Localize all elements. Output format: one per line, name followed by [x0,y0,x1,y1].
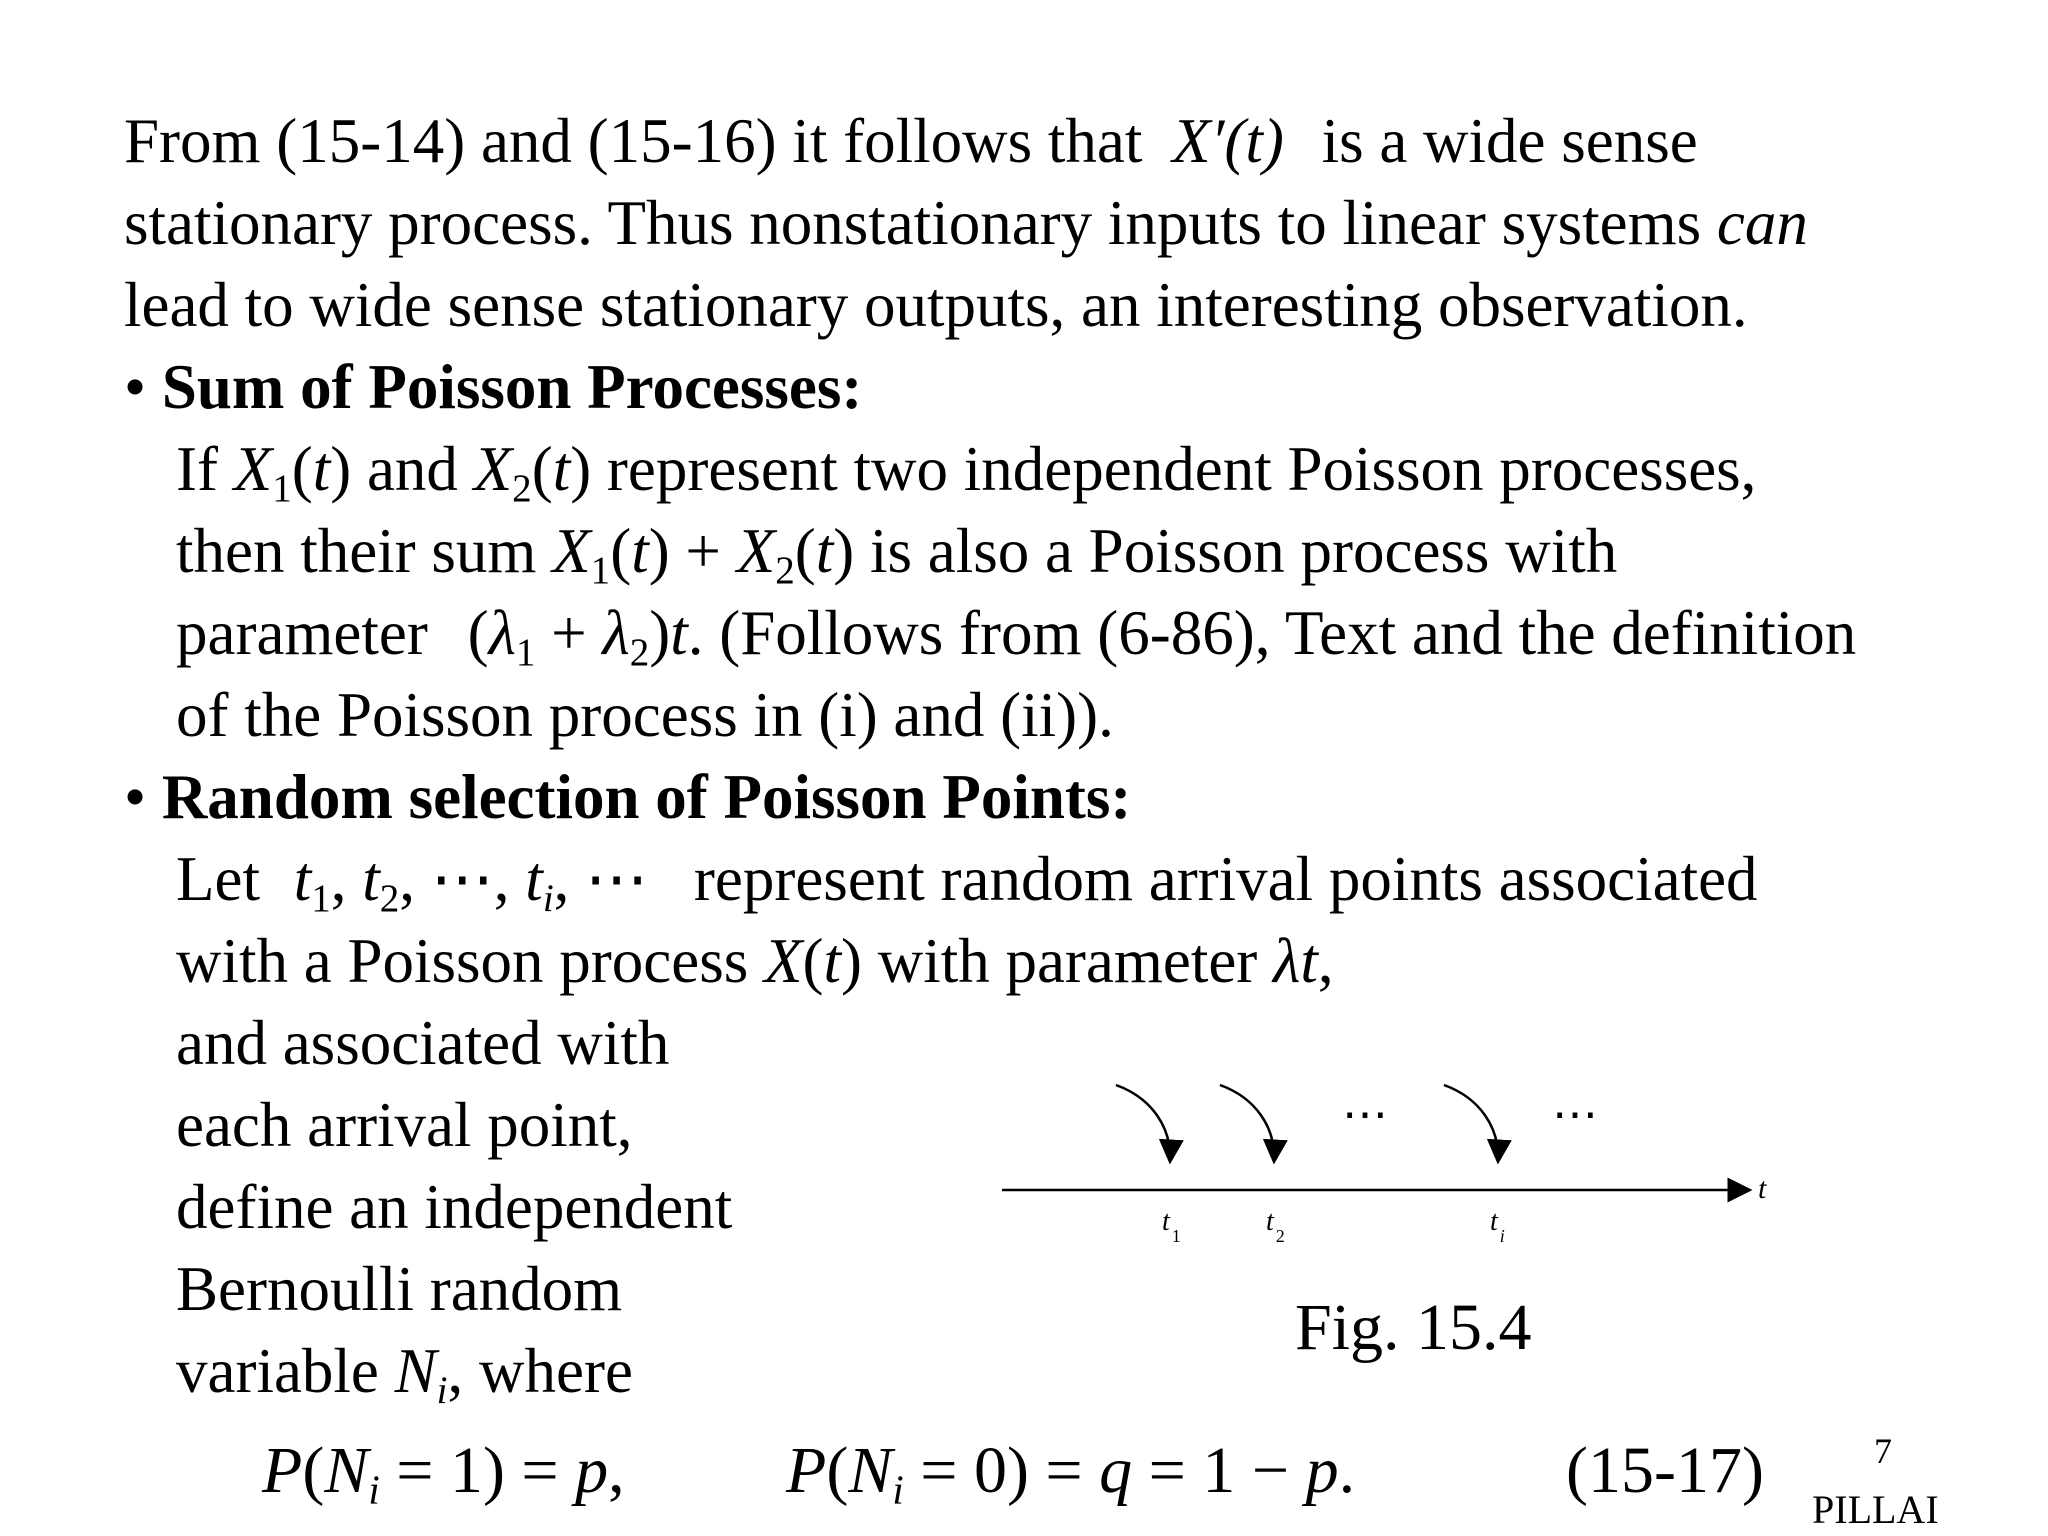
point-label-t2: t $_2$ [1266,1206,1285,1246]
bullet2-line1: Let $t_1$, $t_2$, ⋯, $t_i$, ⋯ represent random arrival points associated [176,844,1758,920]
bullet1-line4: of the Poisson process in (i) and (ii)). [176,680,1114,750]
bullet2-line3: and associated with [176,1008,670,1078]
author-label: PILLAI [1812,1487,1939,1532]
bullet-marker: • [124,352,147,422]
point-label-ti: t $_i$ [1490,1206,1505,1246]
para1-line2: stationary process. Thus nonstationary inputs to linear systems can [124,188,1808,258]
bullet1-line1: If $X_1(t)$ and $X_2(t)$ represent two independent Poisson processes, [176,434,1757,510]
math-lambda-sum: $(\lambda_1 + \lambda_2)t$. [467,598,704,674]
equation-15-17-part2: $P(N_i = 0) = q = 1 - p$. [786,1434,1356,1513]
bullet2-line5: define an independent [176,1172,733,1242]
arrival-arrow-i [1444,1085,1498,1162]
para1-line3: lead to wide sense stationary outputs, an interesting observation. [124,270,1748,340]
bullet2-line7: variable $N_i$, where [176,1336,633,1412]
math-arrival-points: $t_1$, $t_2$, ⋯, $t_i$, ⋯ [293,844,649,920]
bullet2-line4: each arrival point, [176,1090,633,1160]
figure-caption: Fig. 15.4 [1295,1291,1532,1364]
math-lambda-t: λt [1273,926,1318,996]
bullet2-line2: with a Poisson process X(t) with parameter λt, [176,926,1334,996]
point-label-t1: t $_1$ [1162,1206,1181,1246]
bullet2-heading: • Random selection of Poisson Points: [124,762,1132,832]
bullet1-line3: parameter $(\lambda_1 + \lambda_2)t$. (Follows from (6-86), Text and the definition [176,598,1857,674]
page-number: 7 [1874,1431,1892,1471]
bullet1-heading: • Sum of Poisson Processes: [124,352,863,422]
bullet2-line6: Bernoulli random [176,1254,623,1324]
equation-15-17-part1: $P(N_i = 1) = p$, [262,1434,625,1513]
arrival-arrow-1 [1116,1085,1170,1162]
arrival-arrow-2 [1220,1085,1274,1162]
bullet-marker: • [124,762,147,832]
ellipsis-2: ⋯ [1552,1087,1598,1141]
figure-15-4 [990,1070,1790,1270]
math-x-prime-t: X′(t) [1172,106,1284,176]
bullet1-line2: then their sum $X_1(t) + X_2(t)$ is also a Poisson process with [176,516,1618,592]
para1-line1: From (15-14) and (15-16) it follows that X′(t) is a wide sense [124,106,1698,176]
equation-number: (15-17) [1566,1434,1764,1507]
axis-label-t: t [1758,1172,1767,1205]
ellipsis-1: ⋯ [1342,1087,1388,1141]
